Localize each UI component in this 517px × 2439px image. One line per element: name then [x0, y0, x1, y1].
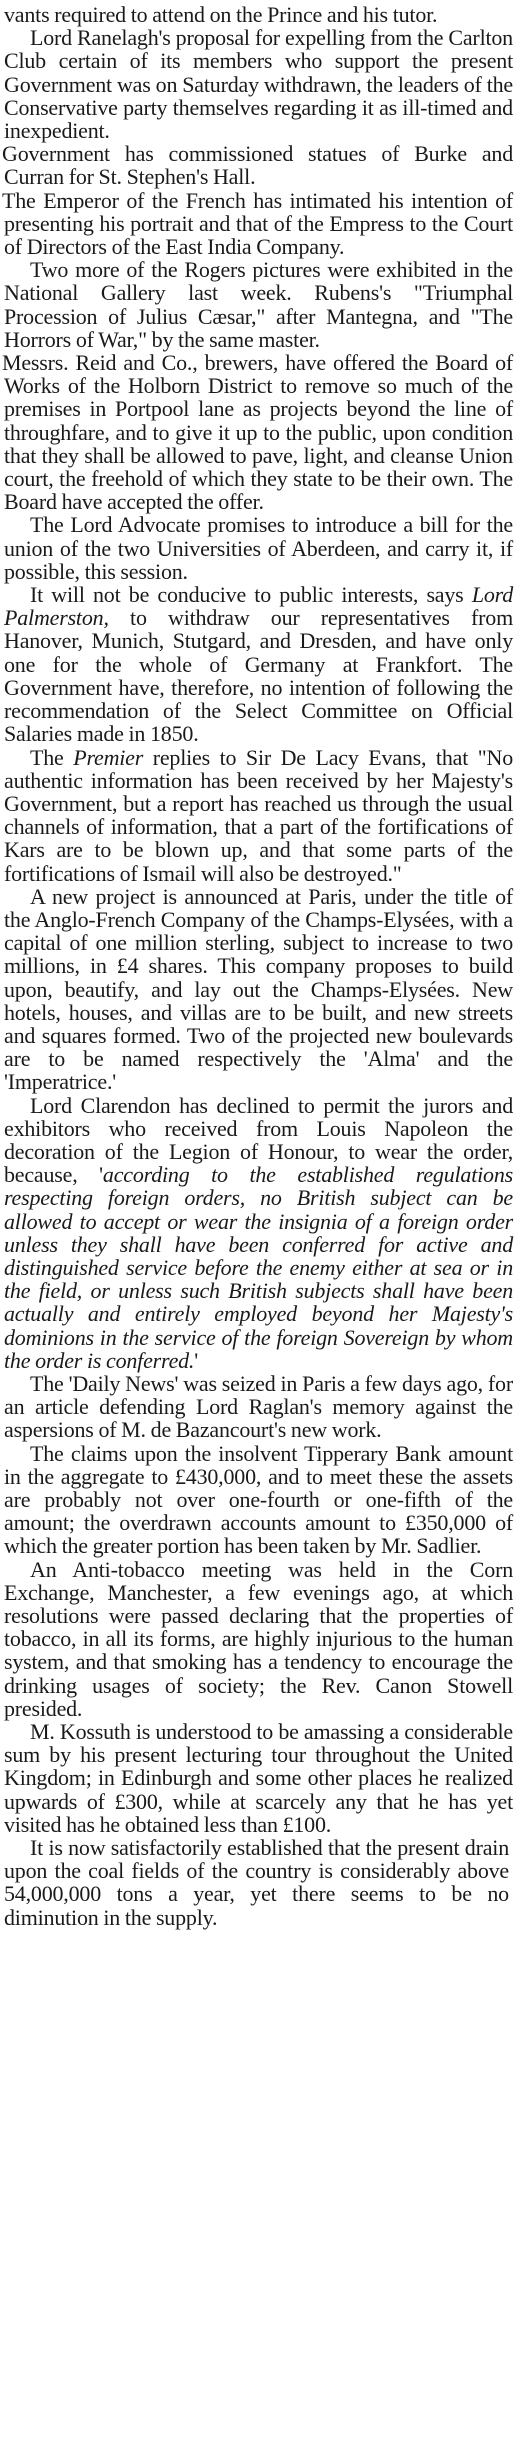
- paragraph-daily-news: The 'Daily News' was seized in Paris a few days ago, for an article defending Lord Raglan's memory against the aspersions of M. de Bazancourt's new work.: [4, 1370, 513, 1443]
- paragraph-legion-quote: according to the established regulations respecting foreign orders, no British subject can be allowed to accept or wear the insignia of a foreign order unless they shall have been conferred for active and distinguished service before the enemy either at sea or in the field, or unless such British subjects shall have been actually and entirely employed beyond her Majesty's dominions in the service of the foreign Sovereign by whom the order is conferred.: [4, 1162, 513, 1373]
- paragraph-coal-fields: It is now satisfactorily established that the present drain upon the coal fields of the country is considerably above 54,000,000 tons a year, yet there seems to be no diminution in the supply.: [4, 1835, 509, 1930]
- paragraph-emperor-portrait: The Emperor of the French has intimated his intention of presenting his portrait and that of the Empress to the Court of Directors of the East India Company.: [2, 187, 513, 260]
- paragraph-premier-post: replies to Sir De Lacy Evans, that "No authentic information has been received by her Majesty's Government, but a report has reached us through the usual channels of information, that a part of the fortifications of Kars are to be blown up, and that some parts of the fortifications of Ismail will also be destroyed.": [4, 744, 514, 886]
- paragraph-kossuth: M. Kossuth is understood to be amassing a considerable sum by his present lecturing tour throughout the United Kingdom; in Edinburgh and some other places he realized upwards of £300, while at scarcely any that he has yet visited has he obtained less than £100.: [4, 1719, 513, 1837]
- paragraph-prince-tutor: vants required to attend on the Prince and his tutor.: [4, 2, 438, 27]
- paragraph-premier-kars: [4, 746, 513, 885]
- paragraph-aberdeen-universities: The Lord Advocate promises to introduce a bill for the union of the two Universities of Aberdeen, and carry it, if possible, this session.: [4, 512, 513, 584]
- paragraph-reid-brewers: Messrs. Reid and Co., brewers, have offered the Board of Works of the Holborn District to remove so much of the premises in Portpool lane as projects beyond the line of throughfare, and to give it up to the public, upon condition that they shall be allowed to pave, light, and cleanse Union court, the freehold of which they state to be their own. The Board have accepted the offer.: [2, 350, 513, 515]
- paragraph-carlton-club: Lord Ranelagh's proposal for expelling from the Carlton Club certain of its members who support the present Government was on Saturday withdrawn, the leaders of the Conservative party themselves regarding it as ill-timed and inexpedient.: [4, 25, 513, 144]
- paragraph-rogers-pictures: Two more of the Rogers pictures were exhibited in the National Gallery last week. Rubens's "Triumphal Procession of Julius Cæsar," after Mantegna, and "The Horrors of War," by the same master.: [4, 257, 513, 352]
- paragraph-palmerston-pre: It will not be conducive to public interests, says: [30, 582, 472, 608]
- paragraph-legion-pre: Lord Clarendon has declined to permit the jurors and exhibitors who received from Louis Napoleon the decoration of the Legion of Honour, to wear the order, because, ': [4, 1092, 513, 1188]
- paragraph-tipperary-bank: The claims upon the insolvent Tipperary Bank amount in the aggregate to £430,000, and to meet these the assets are probably not over one-fourth or one-fifth of the amount; the overdrawn accounts amount to £350,000 of which the greater portion has been taken by Mr. Sadlier.: [4, 1440, 513, 1559]
- paragraph-statues: Government has commissioned statues of Burke and Curran for St. Stephen's Hall.: [2, 141, 513, 190]
- paragraph-palmerston: [4, 583, 513, 745]
- paragraph-legion-of-honour: [4, 1094, 513, 1372]
- paragraph-champs-elysees: A new project is announced at Paris, under the title of the Anglo-French Company of the Champs-Elysées, with a capital of one million sterling, subject to increase to two millions, in £4 shares. This company proposes to build upon, beautify, and lay out the Champs-Elysées. New hotels, houses, and villas are to be built, and new streets and squares formed. Two of the projected new boulevards are to be named respectively the 'Alma' and the 'Imperatrice.': [4, 883, 513, 1095]
- paragraph-palmerston-post: to withdraw our representatives from Hanover, Munich, Stutgard, and Dresden, and have only one for the whole of Germany at Frankfort. The Government have, therefore, no intention of following the recommendation of the Select Committee on Official Salaries made in 1850.: [4, 605, 513, 747]
- paragraph-premier-title: Premier: [73, 744, 144, 770]
- paragraph-legion-post: ': [194, 1347, 199, 1373]
- paragraph-premier-pre: The: [30, 744, 74, 770]
- paragraph-anti-tobacco: An Anti-tobacco meeting was held in the Corn Exchange, Manchester, a few evenings ago, at which resolutions were passed declaring that the properties of tobacco, in all its forms, are highly injurious to the human system, and that smoking has a tendency to encourage the drinking usages of society; the Rev. Canon Stowell presided.: [4, 1556, 513, 1721]
- paragraph-palmerston-name: Lord Palmerston,: [4, 582, 513, 631]
